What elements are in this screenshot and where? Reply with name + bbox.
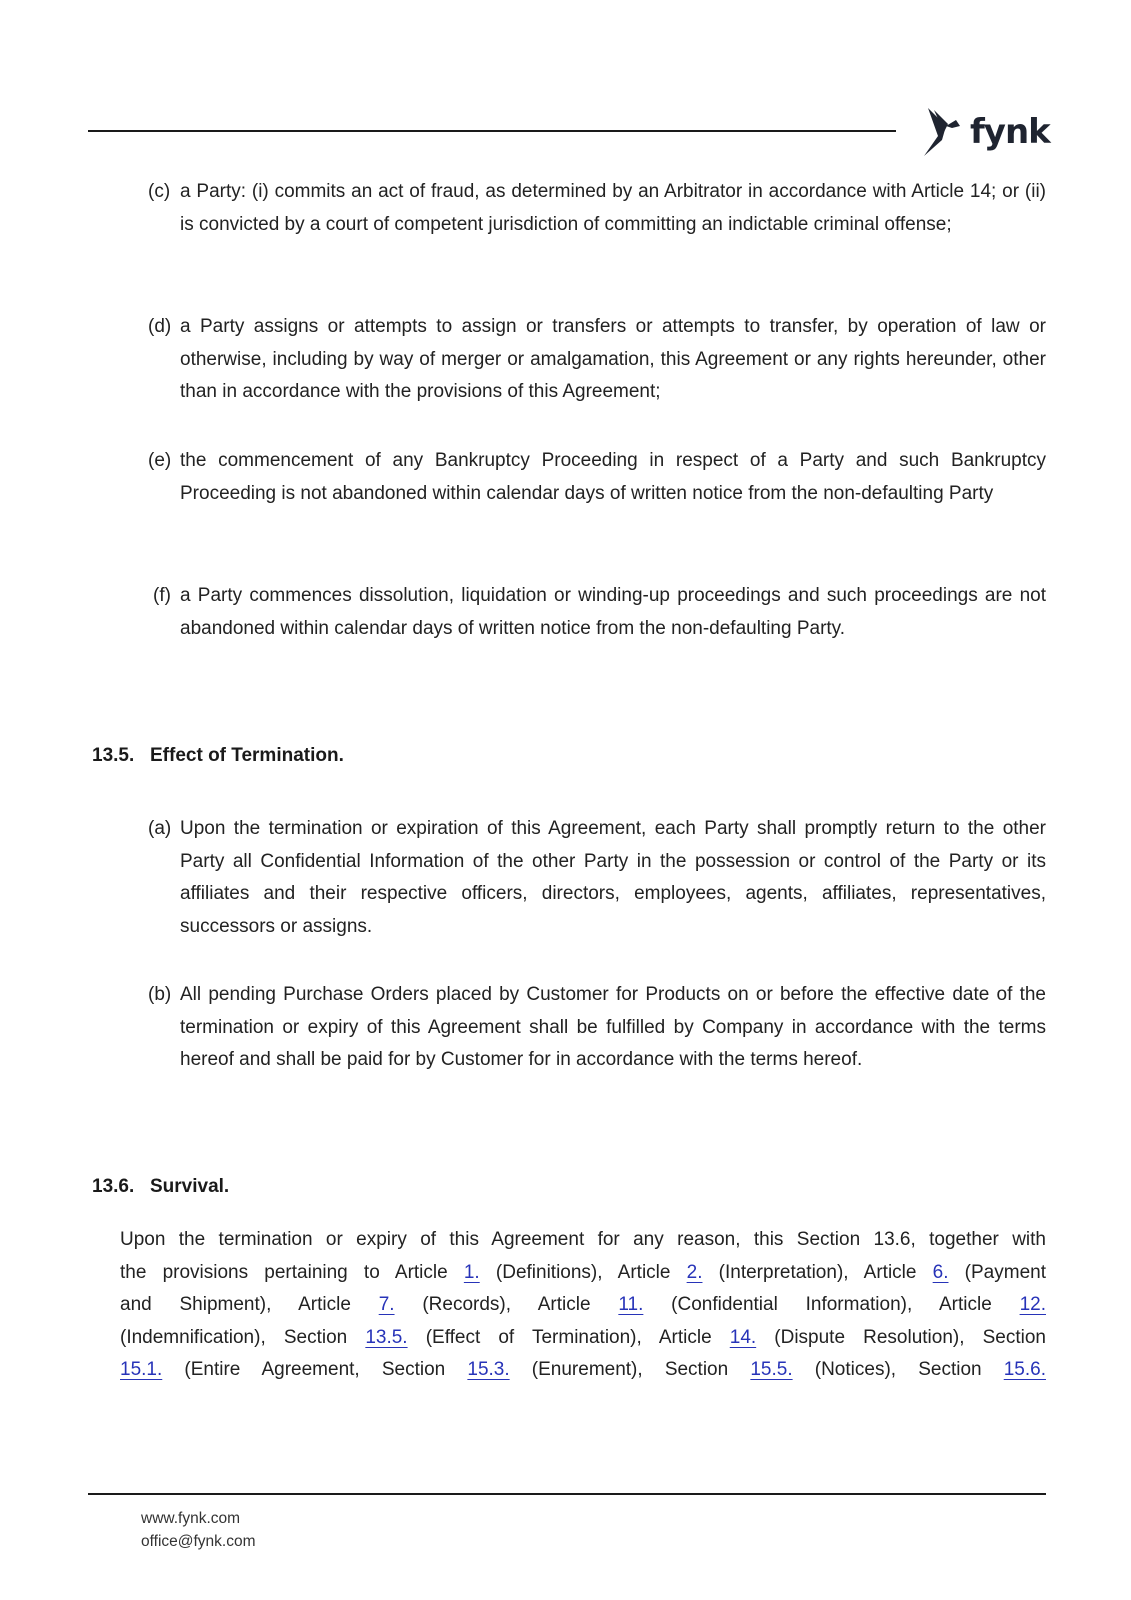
link-section-15-1[interactable]: 15.1. bbox=[120, 1359, 163, 1380]
link-article-6[interactable]: 6. bbox=[932, 1261, 949, 1283]
survival-paragraph bbox=[120, 1224, 1046, 1387]
bird-icon bbox=[920, 106, 964, 158]
text: (Indemnification), Section bbox=[120, 1326, 366, 1348]
text: (Payment bbox=[948, 1261, 1046, 1283]
text: (Confidential Information), Article bbox=[643, 1294, 1020, 1315]
text: Upon the termination or expiry of this Agreement for any reason, this Section 13.6, together with bbox=[120, 1229, 1046, 1250]
clause-text: the commencement of any Bankruptcy Proceeding in respect of a Party and such Bankruptcy Proceeding is not abandoned within calendar days of written notice from the non-defaulting Party bbox=[180, 450, 1046, 504]
link-article-2[interactable]: 2. bbox=[686, 1261, 703, 1283]
clause-f bbox=[153, 580, 1046, 645]
text: (Records), Article bbox=[394, 1294, 619, 1315]
link-article-7[interactable]: 7. bbox=[378, 1294, 395, 1315]
section-number: 13.6. bbox=[92, 1176, 135, 1197]
clause-text: a Party: (i) commits an act of fraud, as determined by an Arbitrator in accordance with Article 14; or (ii) is convicted by a court of competent jurisdiction of committing an indictable criminal offense; bbox=[180, 181, 1046, 235]
link-section-15-6[interactable]: 15.6. bbox=[1003, 1359, 1046, 1380]
text: (Notices), Section bbox=[792, 1359, 1004, 1380]
clause-text: All pending Purchase Orders placed by Customer for Products on or before the effective date of the termination or expiry of this Agreement shall be fulfilled by Company in accordance with the terms hereof and shall be paid for by Customer for in accordance with the terms hereof. bbox=[180, 984, 1046, 1070]
link-section-15-3[interactable]: 15.3. bbox=[467, 1359, 510, 1380]
clause-marker: (b) bbox=[148, 984, 172, 1005]
link-section-13-5[interactable]: 13.5. bbox=[365, 1326, 408, 1348]
clause-marker: (a) bbox=[148, 818, 172, 839]
link-section-15-5[interactable]: 15.5. bbox=[750, 1359, 793, 1380]
text: (Effect of Termination), Article bbox=[407, 1326, 730, 1348]
link-article-12[interactable]: 12. bbox=[1019, 1294, 1046, 1315]
text: (Interpretation), Article bbox=[702, 1261, 933, 1283]
clause-e bbox=[148, 445, 1046, 510]
clause-c bbox=[148, 176, 1046, 241]
clause-13-5-b bbox=[148, 979, 1046, 1077]
survival-line-1 bbox=[120, 1224, 1046, 1257]
clause-marker: (e) bbox=[148, 450, 172, 471]
section-number: 13.5. bbox=[92, 745, 135, 766]
text: (Definitions), Article bbox=[479, 1261, 687, 1283]
survival-line-4 bbox=[120, 1322, 1046, 1355]
text: (Enurement), Section bbox=[509, 1359, 751, 1380]
logo-text: fynk bbox=[970, 112, 1050, 152]
text: (Dispute Resolution), Section bbox=[756, 1326, 1046, 1348]
clause-marker: (f) bbox=[153, 585, 171, 606]
clause-13-5-a bbox=[148, 813, 1046, 943]
section-title: Effect of Termination. bbox=[150, 745, 344, 766]
footer-email[interactable]: office@fynk.com bbox=[141, 1533, 256, 1550]
section-title: Survival. bbox=[150, 1176, 230, 1197]
text: (Entire Agreement, Section bbox=[162, 1359, 468, 1380]
header-rule bbox=[88, 130, 896, 132]
clause-marker: (c) bbox=[148, 181, 171, 202]
survival-line-2 bbox=[120, 1257, 1046, 1290]
text: the provisions pertaining to Article bbox=[120, 1261, 464, 1283]
clause-d bbox=[148, 311, 1046, 409]
link-article-11[interactable]: 11. bbox=[618, 1294, 644, 1315]
clause-text: a Party assigns or attempts to assign or transfers or attempts to transfer, by operation of law or otherwise, including by way of merger or amalgamation, this Agreement or any rights hereunder, other than in accordance with the provisions of this Agreement; bbox=[180, 316, 1046, 402]
clause-marker: (d) bbox=[148, 316, 172, 337]
section-heading-13-5 bbox=[92, 740, 344, 772]
link-article-14[interactable]: 14. bbox=[729, 1326, 757, 1348]
survival-line-3 bbox=[120, 1289, 1046, 1322]
footer-rule bbox=[88, 1493, 1046, 1495]
fynk-logo bbox=[920, 104, 1050, 160]
clause-text: Upon the termination or expiration of this Agreement, each Party shall promptly return to the other Party all Confidential Information of the other Party in the possession or control of the Party or its affiliates and their respective officers, directors, employees, agents, affiliates, representatives, successors or assigns. bbox=[180, 818, 1046, 937]
text: and Shipment), Article bbox=[120, 1294, 379, 1315]
clause-text: a Party commences dissolution, liquidation or winding-up proceedings and such proceedings are not abandoned within calendar days of written notice from the non-defaulting Party. bbox=[180, 585, 1046, 639]
section-heading-13-6 bbox=[92, 1171, 229, 1203]
survival-line-5 bbox=[120, 1354, 1046, 1387]
link-article-1[interactable]: 1. bbox=[463, 1261, 480, 1283]
footer-website[interactable]: www.fynk.com bbox=[141, 1510, 241, 1527]
